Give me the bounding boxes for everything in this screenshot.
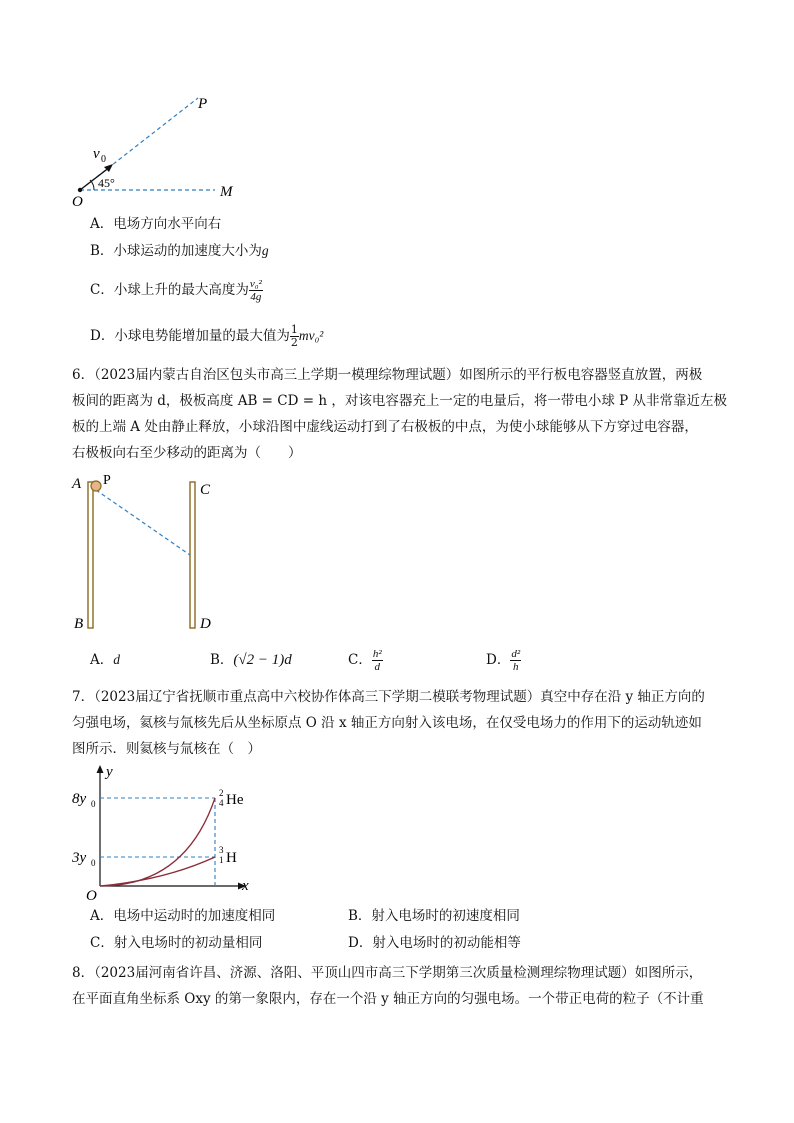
q6-line-2: 板间的距离为 d，极板高度 AB = CD = h ，对该电容器充上一定的电量后，将一带电小球 P 从非常靠近左极 [72, 393, 727, 409]
q5-option-c-den: 4g [250, 291, 262, 303]
q6-option-c-den: d [374, 661, 380, 673]
label-h-z: 1 [219, 855, 224, 865]
label-3y0-sub: 0 [91, 858, 96, 868]
q6-option-a [90, 646, 120, 674]
q7-line-2: 匀强电场，氦核与氚核先后从坐标原点 O 沿 x 轴正方向射入该电场，在仅受电场力的作用下的运动轨迹如 [72, 715, 702, 731]
q6-option-b [210, 646, 292, 674]
q6-stem [72, 362, 727, 466]
label-h-mass: 3 [219, 845, 224, 855]
q7-line-1: 7．（2023届辽宁省抚顺市重点高中六校协作体高三下学期二模联考物理试题）真空中存在沿 y 轴正方向的 [72, 689, 705, 705]
q5-option-d-fraction [290, 324, 299, 349]
ball-p [91, 481, 101, 491]
q6-option-d-den: h [512, 661, 519, 673]
q5-option-a-text: A．电场方向水平向右 [90, 216, 222, 232]
q7-option-b: B．射入电场时的初速度相同 [348, 908, 520, 924]
q5-option-d [90, 316, 323, 356]
label-m: M [220, 184, 233, 200]
label-x-axis: x [242, 878, 249, 894]
q6-option-a-label: A． [90, 652, 114, 668]
label-8y0: 8y [72, 791, 87, 807]
figure-q7-trajectories [70, 762, 270, 902]
q5-option-d-text: D．小球电势能增加量的最大值为 [90, 328, 290, 344]
q8-stem [72, 960, 704, 1012]
q7-option-a: A．电场中运动时的加速度相同 [90, 908, 276, 924]
label-p-ball: P [103, 473, 111, 488]
label-y-axis: y [106, 764, 113, 780]
right-plate-cd [190, 482, 195, 628]
q6-option-c-label: C． [348, 652, 372, 668]
q7-option-d: D．射入电场时的初动能相等 [348, 935, 521, 951]
q5-option-c-text: C．小球上升的最大高度为 [90, 282, 249, 298]
q7-option-c: C．射入电场时的初动量相同 [90, 935, 263, 951]
q5-option-b [90, 241, 269, 261]
label-d: D [200, 616, 211, 632]
q6-option-c [348, 640, 383, 680]
label-3y0: 3y [72, 850, 87, 866]
origin-point [78, 188, 82, 192]
q8-line-2: 在平面直角坐标系 Oxy 的第一象限内，存在一个沿 y 轴正方向的匀强电场。一个带正电荷的粒子（不计重 [72, 991, 704, 1007]
q5-option-c [90, 270, 263, 310]
q5-option-d-den: 2 [290, 336, 298, 349]
q6-line-4: 右极板向右至少移动的距离为（ ） [72, 445, 302, 461]
q7-line-3: 图所示．则氦核与氚核在（ ） [72, 741, 261, 757]
q5-option-b-var: g [261, 243, 269, 258]
label-v: v [93, 146, 100, 162]
q6-option-c-num: h² [372, 648, 382, 660]
q5-option-d-num: 1 [290, 323, 298, 336]
q6-option-c-fraction [372, 648, 383, 673]
label-he-mass: 2 [219, 788, 224, 798]
q6-option-b-val: (√2 − 1)d [233, 652, 292, 668]
q5-option-c-fraction [249, 278, 263, 303]
label-b: B [74, 616, 84, 632]
label-he: He [226, 792, 244, 808]
q6-line-3: 板的上端 A 处由静止释放，小球沿图中虚线运动打到了右极板的中点，为使小球能够从下方穿过电容器， [72, 419, 698, 435]
label-8y0-sub: 0 [91, 799, 96, 809]
label-a: A [72, 476, 82, 492]
label-o: O [72, 194, 83, 210]
left-plate-ab [88, 482, 93, 628]
q6-option-b-label: B． [210, 652, 234, 668]
q7-stem [72, 684, 705, 762]
label-he-z: 4 [219, 798, 224, 808]
label-c: C [200, 482, 211, 498]
q6-option-d-num: d² [511, 648, 521, 660]
q6-option-d-fraction [510, 648, 521, 673]
q5-option-a [90, 214, 221, 234]
q8-line-1: 8．（2023届河南省许昌、济源、洛阳、平顶山四市高三下学期第三次质量检测理综物理试题）如图所示， [72, 965, 703, 981]
q5-option-c-num: v₀² [249, 278, 262, 290]
label-origin: O [86, 888, 97, 902]
label-angle: 45° [98, 176, 115, 190]
curve-tritium [100, 857, 215, 886]
q5-option-d-tail: mv₀² [298, 328, 324, 343]
label-v-sub: 0 [101, 154, 106, 165]
q5-option-b-text: B．小球运动的加速度大小为 [90, 243, 262, 259]
figure-q6-capacitor [70, 470, 230, 640]
y-axis-arrow-icon [97, 765, 104, 773]
label-p: P [198, 96, 208, 112]
label-h: H [226, 850, 237, 866]
ball-trajectory [96, 490, 190, 555]
curve-helium [100, 798, 215, 886]
q6-line-1: 6．（2023届内蒙古自治区包头市高三上学期一模理综物理试题）如图所示的平行板电容器竖直放置，两极 [72, 367, 703, 383]
q6-option-d-label: D． [486, 652, 511, 668]
q6-option-a-val: d [113, 652, 120, 667]
figure-q5-trajectory [60, 90, 260, 210]
q6-option-d [486, 640, 521, 680]
